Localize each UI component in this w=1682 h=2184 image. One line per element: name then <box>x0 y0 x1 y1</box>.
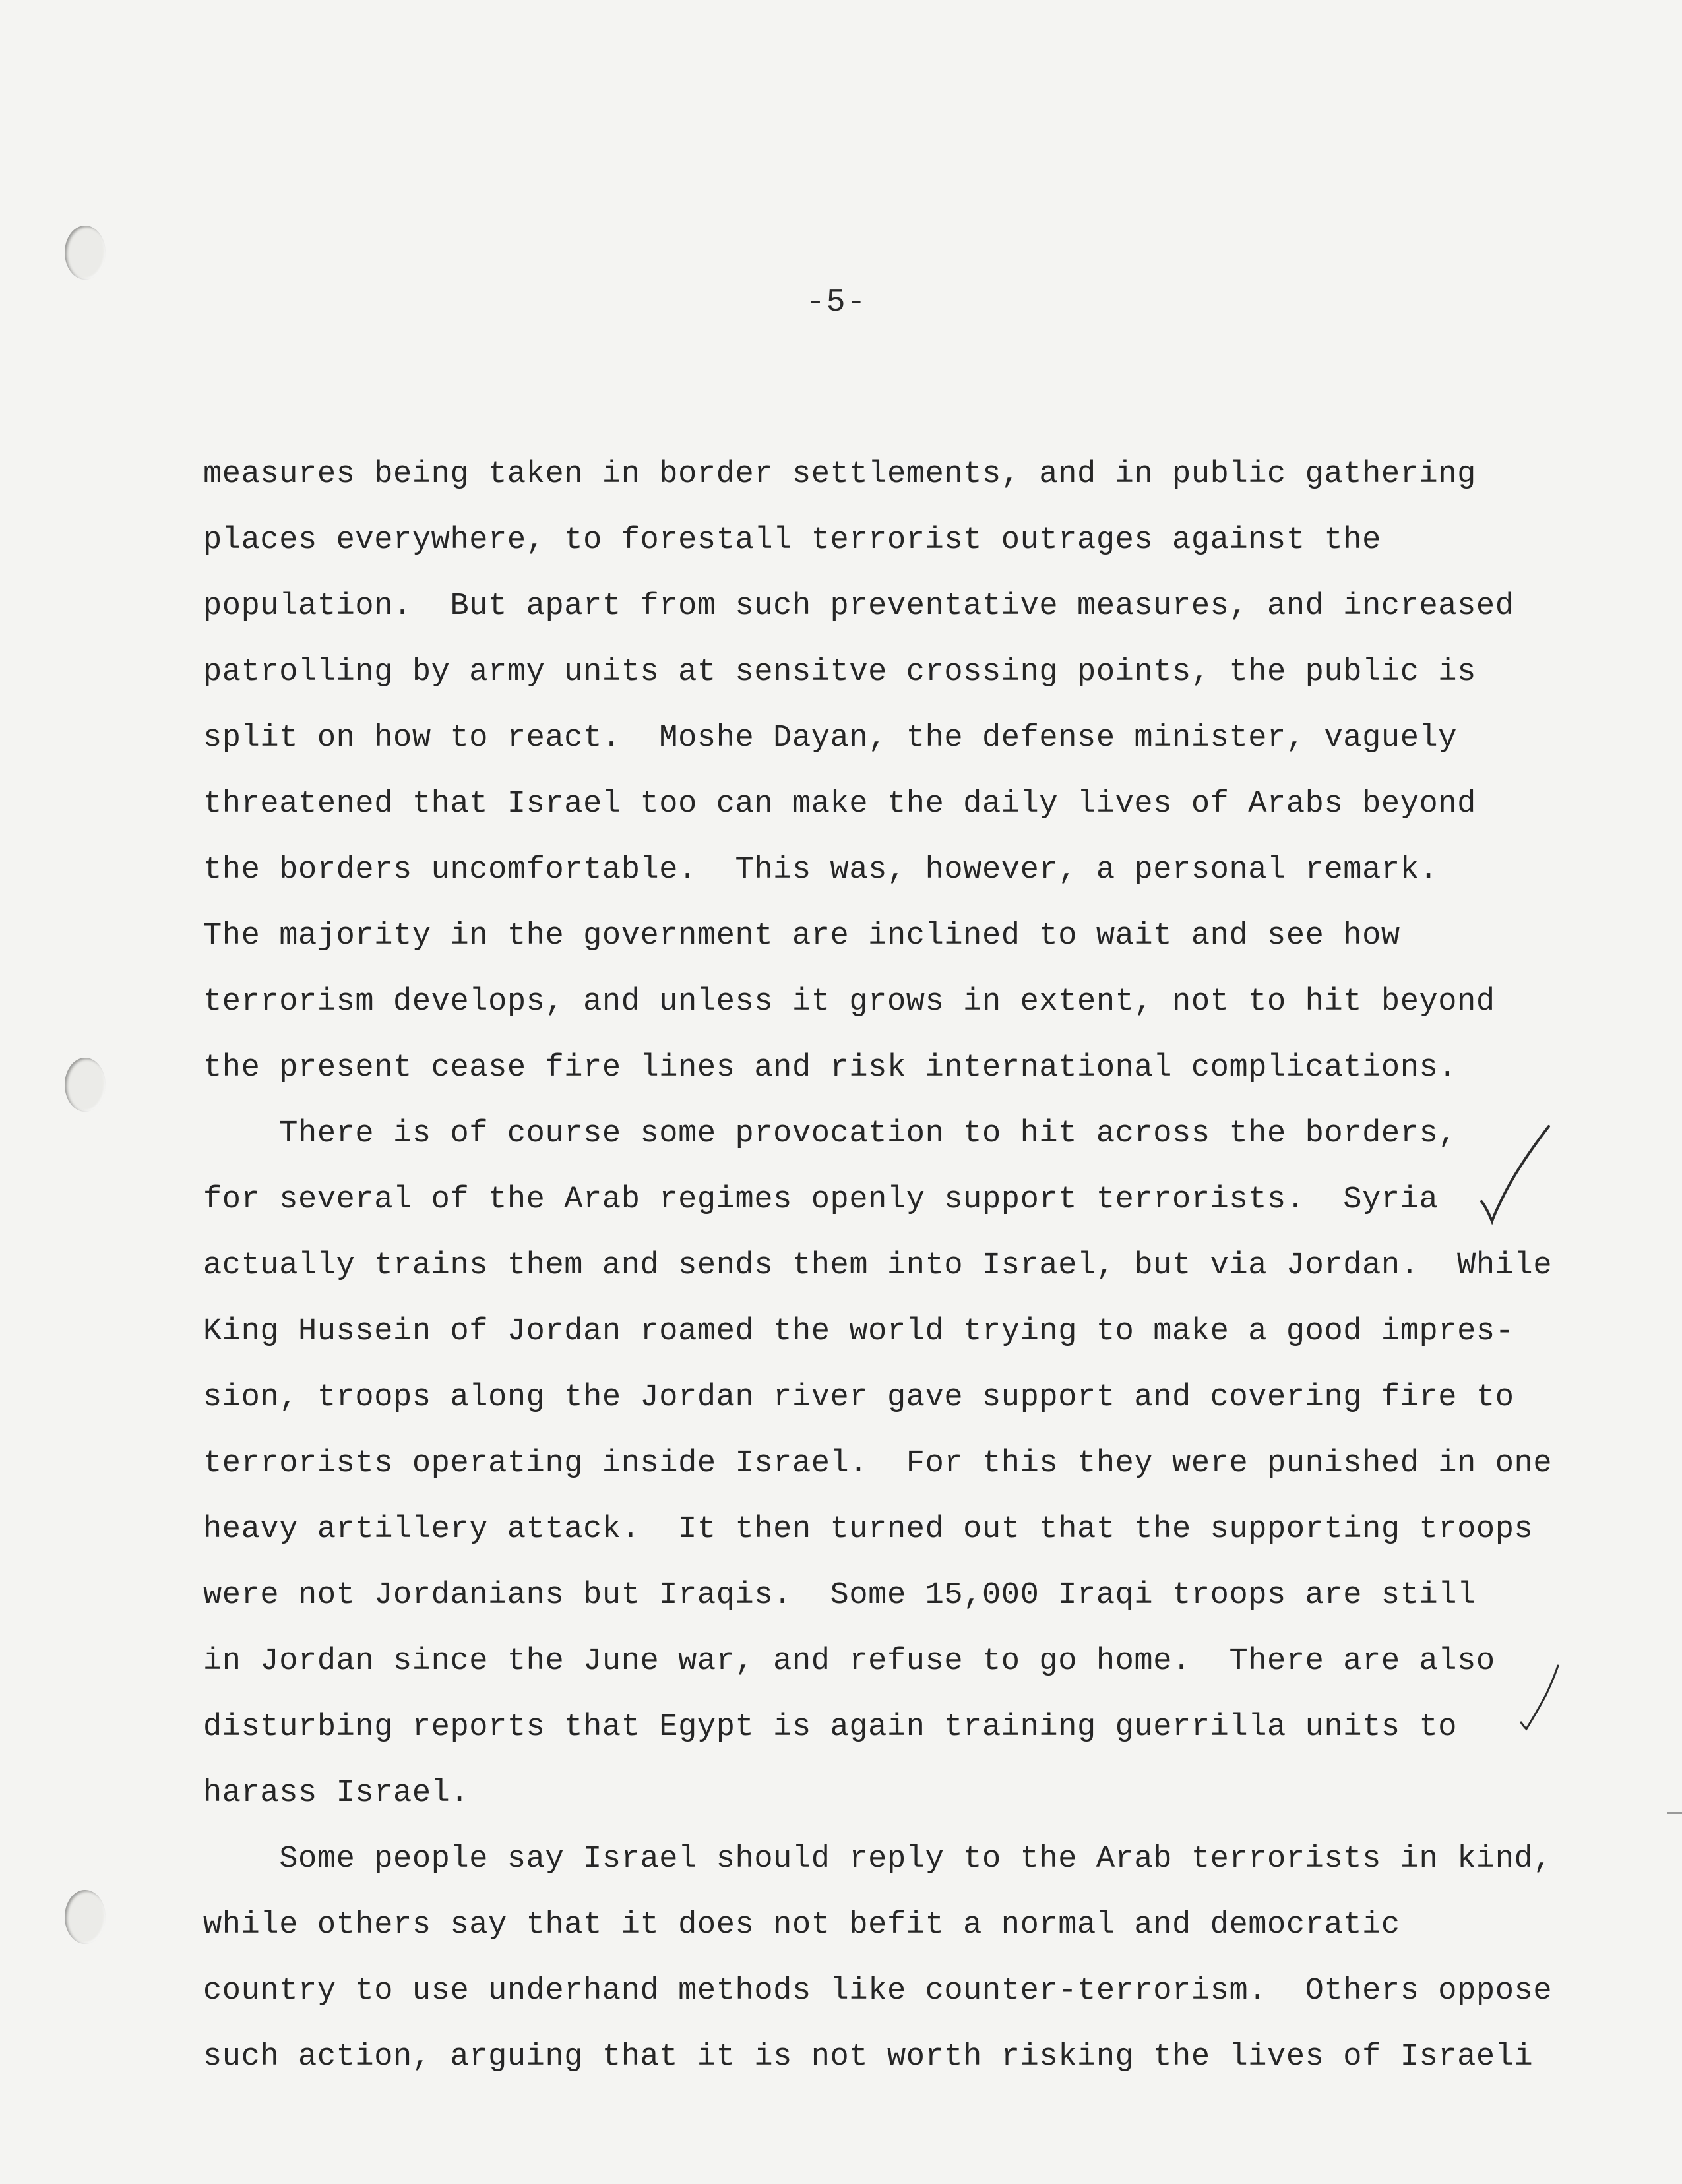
text-line: population. But apart from such preventative measures, and increased <box>203 589 1514 624</box>
text-line: country to use underhand methods like counter-terrorism. Others oppose <box>203 1974 1553 2009</box>
text-line: harass Israel. <box>203 1776 470 1811</box>
text-line: the present cease fire lines and risk international complications. <box>203 1050 1458 1085</box>
text-line: were not Jordanians but Iraqis. Some 15,000 Iraqi troops are still <box>203 1578 1476 1613</box>
text-line: sion, troops along the Jordan river gave support and covering fire to <box>203 1380 1514 1415</box>
text-line: while others say that it does not befit a normal and democratic <box>203 1908 1400 1943</box>
text-line: such action, arguing that it is not worth risking the lives of Israeli <box>203 2040 1534 2075</box>
text-line: The majority in the government are inclined to wait and see how <box>203 919 1400 954</box>
text-line: split on how to react. Moshe Dayan, the defense minister, vaguely <box>203 721 1458 756</box>
text-line: Some people say Israel should reply to the Arab terrorists in kind, <box>203 1842 1553 1877</box>
text-line: threatened that Israel too can make the daily lives of Arabs beyond <box>203 787 1476 822</box>
punch-hole-top <box>65 226 106 280</box>
checkmark-icon <box>1517 1662 1563 1734</box>
text-line: heavy artillery attack. It then turned out that the supporting troops <box>203 1512 1534 1547</box>
text-line: terrorism develops, and unless it grows in extent, not to hit beyond <box>203 985 1495 1019</box>
text-line: actually trains them and sends them into Israel, but via Jordan. While <box>203 1248 1553 1283</box>
checkmark-icon <box>1478 1121 1557 1233</box>
text-line: the borders uncomfortable. This was, however, a personal remark. <box>203 853 1439 888</box>
text-line: terrorists operating inside Israel. For this they were punished in one <box>203 1446 1553 1481</box>
text-line: disturbing reports that Egypt is again training guerrilla units to <box>203 1710 1458 1745</box>
text-line: King Hussein of Jordan roamed the world trying to make a good impres- <box>203 1314 1514 1349</box>
punch-hole-middle <box>65 1058 106 1112</box>
page-number: -5- <box>806 285 867 320</box>
text-line: for several of the Arab regimes openly support terrorists. Syria <box>203 1182 1439 1217</box>
text-line: There is of course some provocation to hit across the borders, <box>203 1116 1458 1151</box>
text-line: patrolling by army units at sensitve crossing points, the public is <box>203 655 1476 690</box>
text-line: places everywhere, to forestall terrorist outrages against the <box>203 523 1381 558</box>
text-line: in Jordan since the June war, and refuse to go home. There are also <box>203 1644 1495 1679</box>
punch-hole-bottom <box>65 1890 106 1944</box>
text-line: measures being taken in border settlements, and in public gathering <box>203 457 1476 492</box>
edge-mark <box>1667 1812 1682 1814</box>
